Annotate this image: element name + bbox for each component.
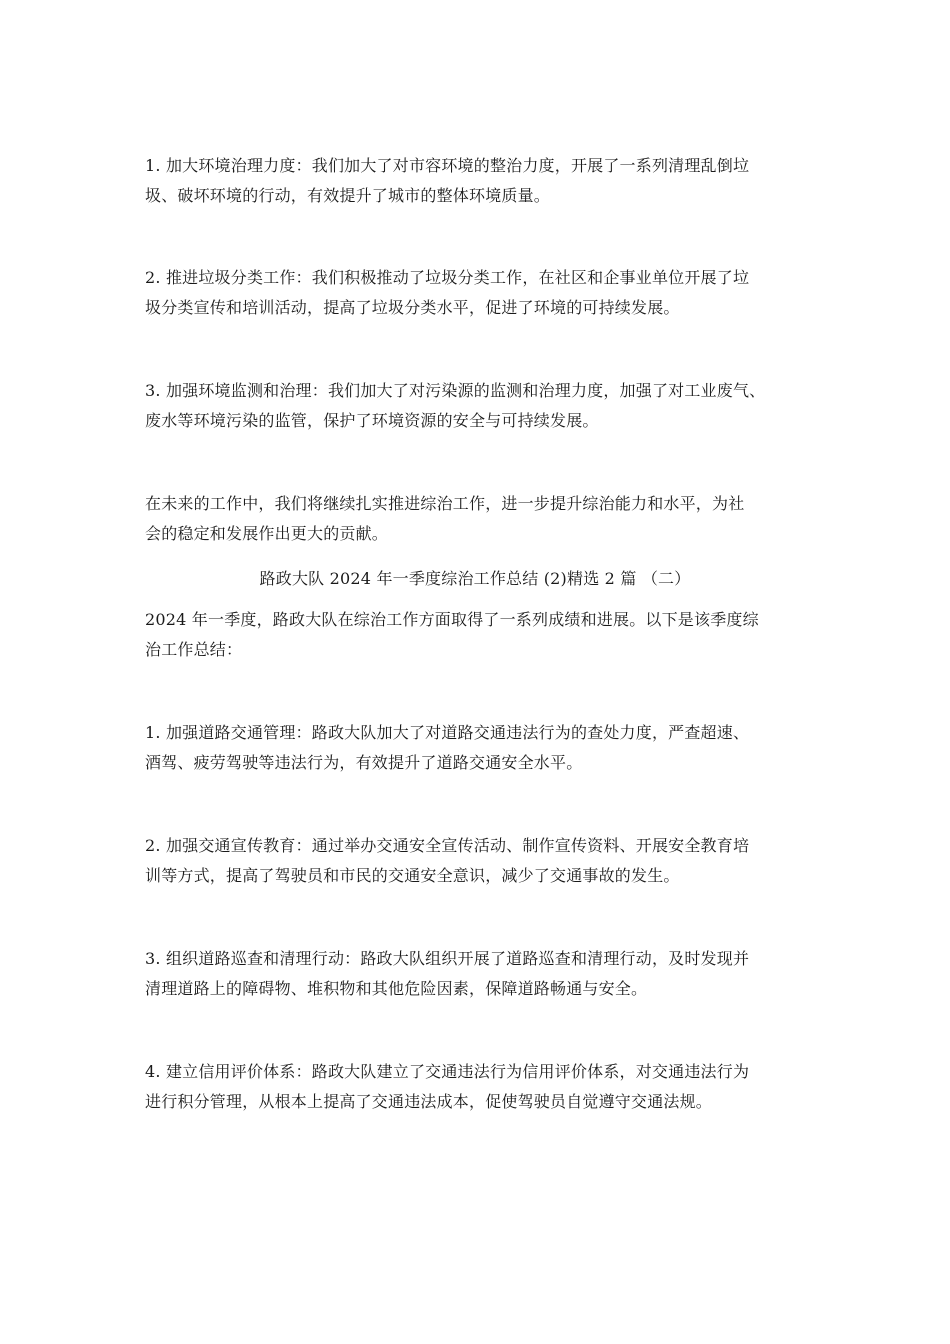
section-title: 路政大队 2024 年一季度综治工作总结 (2)精选 2 篇 （二） bbox=[259, 569, 691, 588]
paragraph-4-line-1: 在未来的工作中，我们将继续扎实推进综治工作，进一步提升综治能力和水平，为社 bbox=[145, 494, 745, 513]
paragraph-1-line-2: 圾、破坏环境的行动，有效提升了城市的整体环境质量。 bbox=[145, 186, 551, 205]
intro-line-2: 治工作总结： bbox=[145, 640, 243, 659]
paragraph-4-line-2: 会的稳定和发展作出更大的贡献。 bbox=[145, 524, 389, 543]
item-1-line-1: 1. 加强道路交通管理：路政大队加大了对道路交通违法行为的查处力度，严查超速、 bbox=[145, 723, 750, 742]
paragraph-3-line-2: 废水等环境污染的监管，保护了环境资源的安全与可持续发展。 bbox=[145, 411, 599, 430]
item-2-line-1: 2. 加强交通宣传教育：通过举办交通安全宣传活动、制作宣传资料、开展安全教育培 bbox=[145, 836, 750, 855]
item-4-line-1: 4. 建立信用评价体系：路政大队建立了交通违法行为信用评价体系，对交通违法行为 bbox=[145, 1062, 750, 1081]
intro-line-1: 2024 年一季度，路政大队在综治工作方面取得了一系列成绩和进展。以下是该季度综 bbox=[145, 610, 759, 629]
item-4-line-2: 进行积分管理，从根本上提高了交通违法成本，促使驾驶员自觉遵守交通法规。 bbox=[145, 1092, 713, 1111]
paragraph-3-line-1: 3. 加强环境监测和治理：我们加大了对污染源的监测和治理力度，加强了对工业废气、 bbox=[145, 381, 766, 400]
item-3-line-1: 3. 组织道路巡查和清理行动：路政大队组织开展了道路巡查和清理行动，及时发现并 bbox=[145, 949, 750, 968]
item-2-line-2: 训等方式，提高了驾驶员和市民的交通安全意识，减少了交通事故的发生。 bbox=[145, 866, 680, 885]
item-3-line-2: 清理道路上的障碍物、堆积物和其他危险因素，保障道路畅通与安全。 bbox=[145, 979, 648, 998]
paragraph-2-line-1: 2. 推进垃圾分类工作：我们积极推动了垃圾分类工作，在社区和企事业单位开展了垃 bbox=[145, 268, 750, 287]
paragraph-1-line-1: 1. 加大环境治理力度：我们加大了对市容环境的整治力度，开展了一系列清理乱倒垃 bbox=[145, 156, 750, 175]
paragraph-2-line-2: 圾分类宣传和培训活动，提高了垃圾分类水平，促进了环境的可持续发展。 bbox=[145, 298, 680, 317]
item-1-line-2: 酒驾、疲劳驾驶等违法行为，有效提升了道路交通安全水平。 bbox=[145, 753, 583, 772]
